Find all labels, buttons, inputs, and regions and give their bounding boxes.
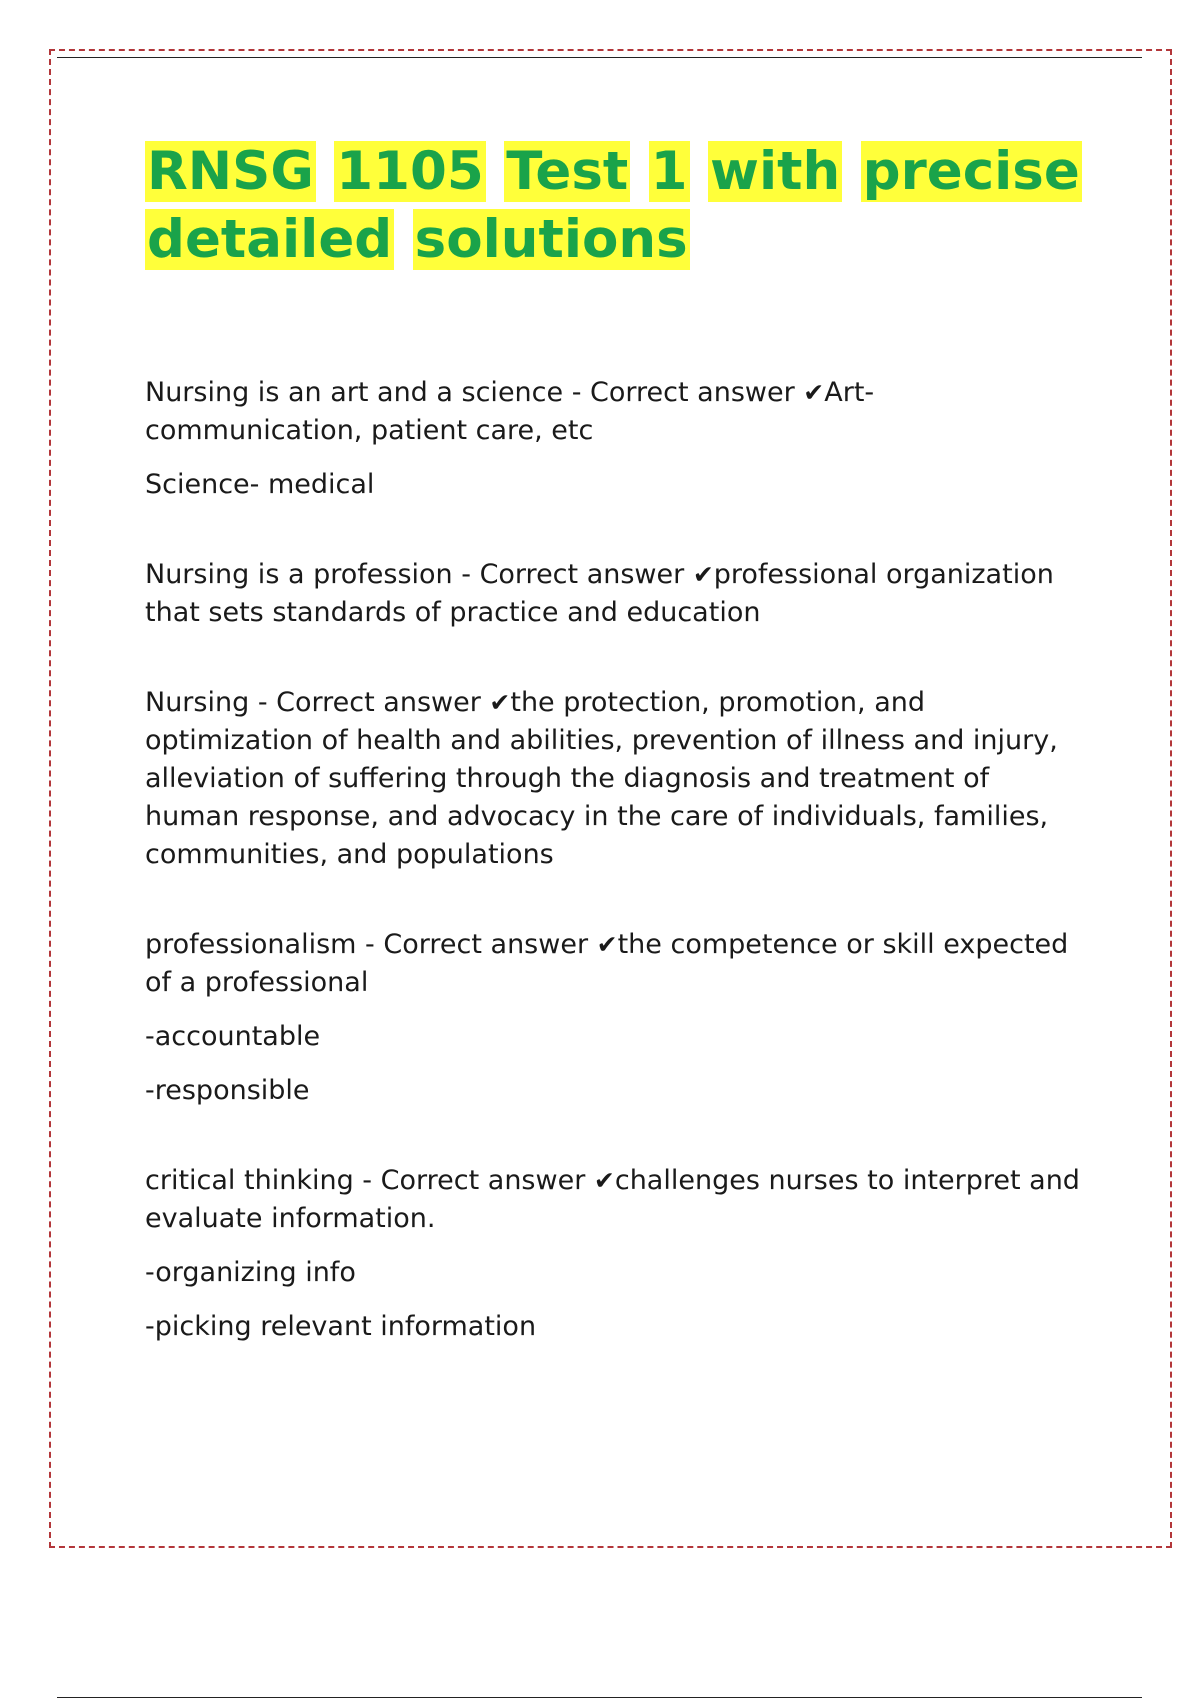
qa-item bbox=[145, 556, 1090, 632]
qa-term: Nursing is a profession bbox=[145, 559, 453, 590]
title-word: precise bbox=[862, 141, 1080, 202]
qa-item bbox=[145, 926, 1090, 1110]
qa-extra-line: Science- medical bbox=[145, 469, 375, 500]
check-icon: ✔ bbox=[593, 1166, 615, 1195]
title-word: 1105 bbox=[336, 141, 484, 202]
qa-extra-line: -accountable bbox=[145, 1021, 321, 1052]
correct-answer-label: Correct answer bbox=[380, 1165, 586, 1196]
qa-list bbox=[145, 374, 1090, 1346]
qa-item bbox=[145, 684, 1090, 874]
qa-term: Nursing bbox=[145, 687, 250, 718]
qa-answer: professional organization that sets standards of practice and education bbox=[145, 559, 1054, 628]
qa-item bbox=[145, 1162, 1090, 1346]
check-icon: ✔ bbox=[596, 930, 618, 959]
qa-extra-line: -picking relevant information bbox=[145, 1311, 537, 1342]
check-icon: ✔ bbox=[803, 378, 825, 407]
qa-extra-line: -organizing info bbox=[145, 1257, 356, 1288]
qa-extra-line: -responsible bbox=[145, 1075, 310, 1106]
qa-line: Nursing is an art and a science - Correct answer ✔Art- communication, patient care, etc bbox=[145, 377, 875, 446]
correct-answer-label: Correct answer bbox=[479, 559, 685, 590]
qa-term: Nursing is an art and a science bbox=[145, 377, 564, 408]
correct-answer-label: Correct answer bbox=[276, 687, 481, 718]
correct-answer-label: Correct answer bbox=[383, 929, 589, 960]
qa-line: Nursing - Correct answer ✔the protection, promotion, and optimization of health and abilities, prevention of illness and injury, alleviation of suffering through the diagnosis and treatment of human response, and advocacy in the care of individuals, families, communities, and populations bbox=[145, 687, 1058, 870]
top-divider bbox=[57, 57, 1142, 58]
title-word: solutions bbox=[414, 209, 688, 270]
document-body bbox=[145, 138, 1090, 1398]
qa-answer: the protection, promotion, and optimization of health and abilities, prevention of illness and injury, alleviation of suffering through the diagnosis and treatment of human response, and advocacy in the care of individuals, families, communities, and populations bbox=[145, 687, 1058, 870]
qa-line: critical thinking - Correct answer ✔challenges nurses to interpret and evaluate information. bbox=[145, 1165, 1080, 1234]
qa-line: professionalism - Correct answer ✔the competence or skill expected of a professional bbox=[145, 929, 1069, 998]
qa-answer: the competence or skill expected of a professional bbox=[145, 929, 1069, 998]
title-word: with bbox=[710, 141, 841, 202]
qa-line: Nursing is a profession - Correct answer ✔professional organization that sets standards of practice and education bbox=[145, 559, 1054, 628]
qa-item bbox=[145, 374, 1090, 504]
qa-answer: challenges nurses to interpret and evaluate information. bbox=[145, 1165, 1080, 1234]
correct-answer-label: Correct answer bbox=[590, 377, 795, 408]
title-word: RNSG bbox=[147, 141, 314, 202]
title-word: 1 bbox=[650, 141, 688, 202]
qa-term: critical thinking bbox=[145, 1165, 354, 1196]
title-word: detailed bbox=[147, 209, 393, 270]
check-icon: ✔ bbox=[692, 560, 714, 589]
check-icon: ✔ bbox=[489, 688, 511, 717]
qa-term: professionalism bbox=[145, 929, 357, 960]
document-title bbox=[145, 138, 1090, 274]
title-word: Test bbox=[506, 141, 629, 202]
bottom-divider bbox=[57, 1697, 1142, 1698]
qa-answer: Art- communication, patient care, etc bbox=[145, 377, 875, 446]
